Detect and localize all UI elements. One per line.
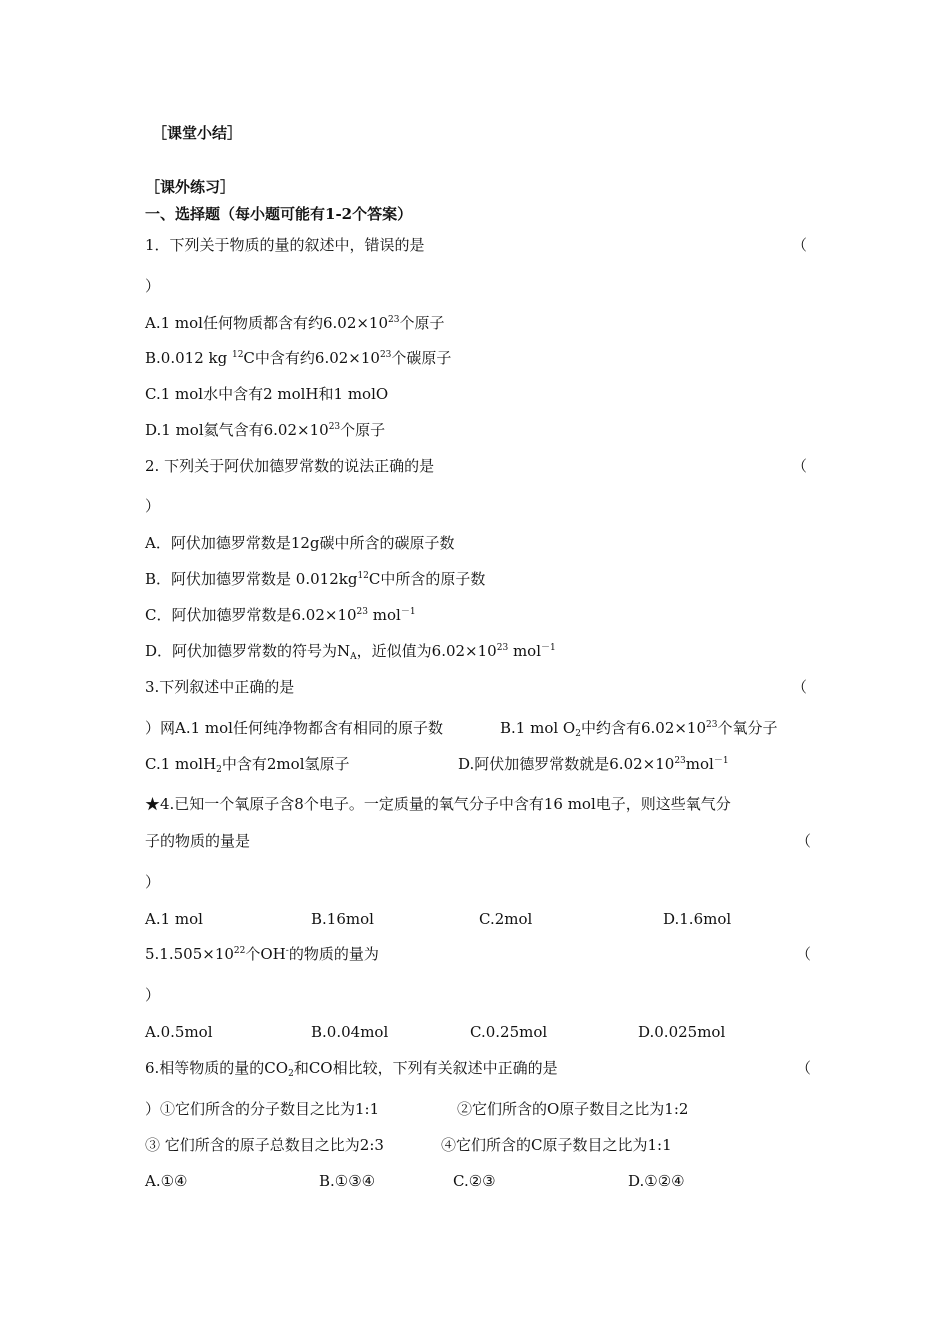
q2-option-d: D．阿伏加德罗常数的符号为$N_A$，近似值为$6.02\times 10^{23}$ mol$^{-1}$: [145, 642, 556, 662]
q2-option-b: B．阿伏加德罗常数是 $0.012kg^{12}C$中所含的原子数: [145, 570, 486, 588]
q6-option-d: D.①②④: [628, 1172, 685, 1190]
q4-close-paren: ）: [145, 873, 161, 891]
q6-stem: 6.相等物质的量的$CO_2$和CO相比较，下列有关叙述中正确的是: [145, 1059, 558, 1079]
exercise-heading: ［课外练习］: [145, 178, 236, 196]
q5-stem: $5.1.505\times 10^{22}$个OH-的物质的量为: [145, 945, 379, 963]
q6-option-b: B.①③④: [319, 1172, 376, 1190]
q1-option-d: D.1 mol氦气含有$6.02\times 10^{23}$个原子: [145, 421, 386, 439]
q6-option-a: A.①④: [145, 1172, 188, 1190]
q2-option-c: C．阿伏加德罗常数是$6.02\times 10^{23}$ mol$^{-1}$: [145, 606, 416, 624]
q4-stem-line1: ★4.已知一个氧原子含8个电子。一定质量的氧气分子中含有16 mol电子，则这些氧气分: [145, 795, 731, 813]
q6-option-c: C.②③: [453, 1172, 496, 1190]
q2-option-a: A．阿伏加德罗常数是12g碳中所含的碳原子数: [145, 534, 455, 552]
q4-option-c: C.2mol: [479, 910, 533, 928]
q4-option-d: D.1.6mol: [663, 910, 732, 928]
q1-open-paren: （: [792, 236, 808, 254]
q5-option-c: C.0.25mol: [470, 1023, 548, 1041]
q2-open-paren: （: [792, 457, 808, 475]
q3-stem: 3.下列叙述中正确的是: [145, 678, 295, 696]
q4-option-a: A.1 mol: [145, 910, 203, 928]
q1-option-c: C.1 mol水中含有2 molH和1 molO: [145, 385, 389, 403]
q1-option-a: A.1 mol任何物质都含有约$6.02\times 10^{23}$个原子: [145, 314, 445, 332]
q3-option-b: B.1 mol $O_2$中约含有$6.02\times 10^{23}$个氧分子: [500, 719, 778, 739]
q4-option-b: B.16mol: [311, 910, 374, 928]
q6-statement-4: ④它们所含的C原子数目之比为1:1: [441, 1136, 672, 1154]
summary-heading: ［课堂小结］: [152, 124, 243, 142]
q3-open-paren: （: [792, 678, 808, 696]
q5-open-paren: （: [796, 945, 812, 963]
q4-open-paren: （: [796, 832, 812, 850]
q5-option-b: B.0.04mol: [311, 1023, 389, 1041]
q5-option-a: A.0.5mol: [145, 1023, 213, 1041]
q4-stem-line2: 子的物质的量是: [145, 832, 251, 850]
q2-close-paren: ）: [145, 497, 161, 515]
q3-option-d: D.阿伏加德罗常数就是$6.02\times 10^{23}mol^{-1}$: [458, 755, 729, 773]
section-title: 一、选择题（每小题可能有1-2个答案）: [145, 205, 413, 223]
q2-stem: 2. 下列关于阿伏加德罗常数的说法正确的是: [145, 457, 435, 475]
q3-option-c: C.1 molH$_2$中含有2mol氢原子: [145, 755, 350, 775]
q3-option-a: ）网A.1 mol任何纯净物都含有相同的原子数: [145, 719, 443, 737]
q5-option-d: D.0.025mol: [638, 1023, 726, 1041]
q6-statement-3: ③ 它们所含的原子总数目之比为2:3: [145, 1136, 384, 1154]
q1-close-paren: ）: [145, 277, 161, 295]
q5-close-paren: ）: [145, 986, 161, 1004]
q6-statement-2: ②它们所含的O原子数目之比为1:2: [457, 1100, 689, 1118]
q1-option-b: B.0.012 kg $^{12}$C中含有约$6.02\times 10^{23}$个碳原子: [145, 349, 452, 367]
q1-stem: 1．下列关于物质的量的叙述中，错误的是: [145, 236, 425, 254]
q6-statement-1: ）①它们所含的分子数目之比为1:1: [145, 1100, 380, 1118]
q6-open-paren: （: [796, 1059, 812, 1077]
